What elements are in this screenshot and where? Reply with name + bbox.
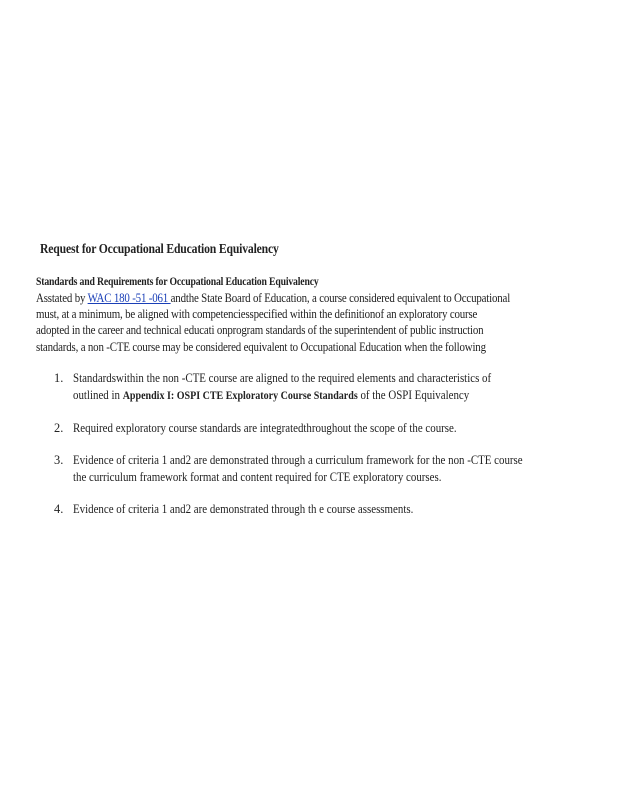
list-number: 2.: [54, 421, 64, 435]
paragraph-line-1: [36, 291, 510, 306]
list-item-3-line-2: the curriculum framework format and content required for CTE exploratory courses.: [73, 470, 442, 484]
list-item-1-line-1: Standardswithin the non -CTE course are aligned to the required elements and characteristics of: [73, 371, 492, 385]
list-number: 1.: [54, 371, 64, 385]
section-heading: Standards and Requirements for Occupational Education Equivalency: [36, 275, 319, 288]
list-number: 3.: [54, 453, 64, 467]
list-item-2: Required exploratory course standards are integratedthroughout the scope of the course.: [73, 421, 457, 435]
paragraph-line-2: must, at a minimum, be aligned with competenciesspecified within the definitionof an exploratory course: [36, 307, 478, 321]
wac-link[interactable]: WAC 180 -51 -061: [87, 291, 171, 305]
paragraph-text: andthe State Board of Education, a course considered equivalent to Occupational: [170, 291, 511, 305]
appendix-reference: Appendix I: OSPI CTE Exploratory Course Standards: [122, 390, 358, 402]
paragraph-line-4: standards, a non -CTE course may be considered equivalent to Occupational Education when the following: [36, 340, 486, 354]
list-item-4: Evidence of criteria 1 and2 are demonstrated through th e course assessments.: [73, 502, 414, 516]
list-number: 4.: [54, 502, 64, 516]
list-text: outlined in: [73, 388, 120, 402]
list-text: of the OSPI Equivalency: [360, 388, 470, 402]
paragraph-text: Asstated by: [36, 291, 88, 305]
page-title: Request for Occupational Education Equivalency: [40, 241, 279, 256]
list-item-3-line-1: Evidence of criteria 1 and2 are demonstrated through a curriculum framework for the non -CTE course: [73, 453, 523, 467]
list-item-1-line-2: [73, 388, 469, 403]
paragraph-line-3: adopted in the career and technical educati onprogram standards of the superintendent of public instruction: [36, 323, 484, 337]
